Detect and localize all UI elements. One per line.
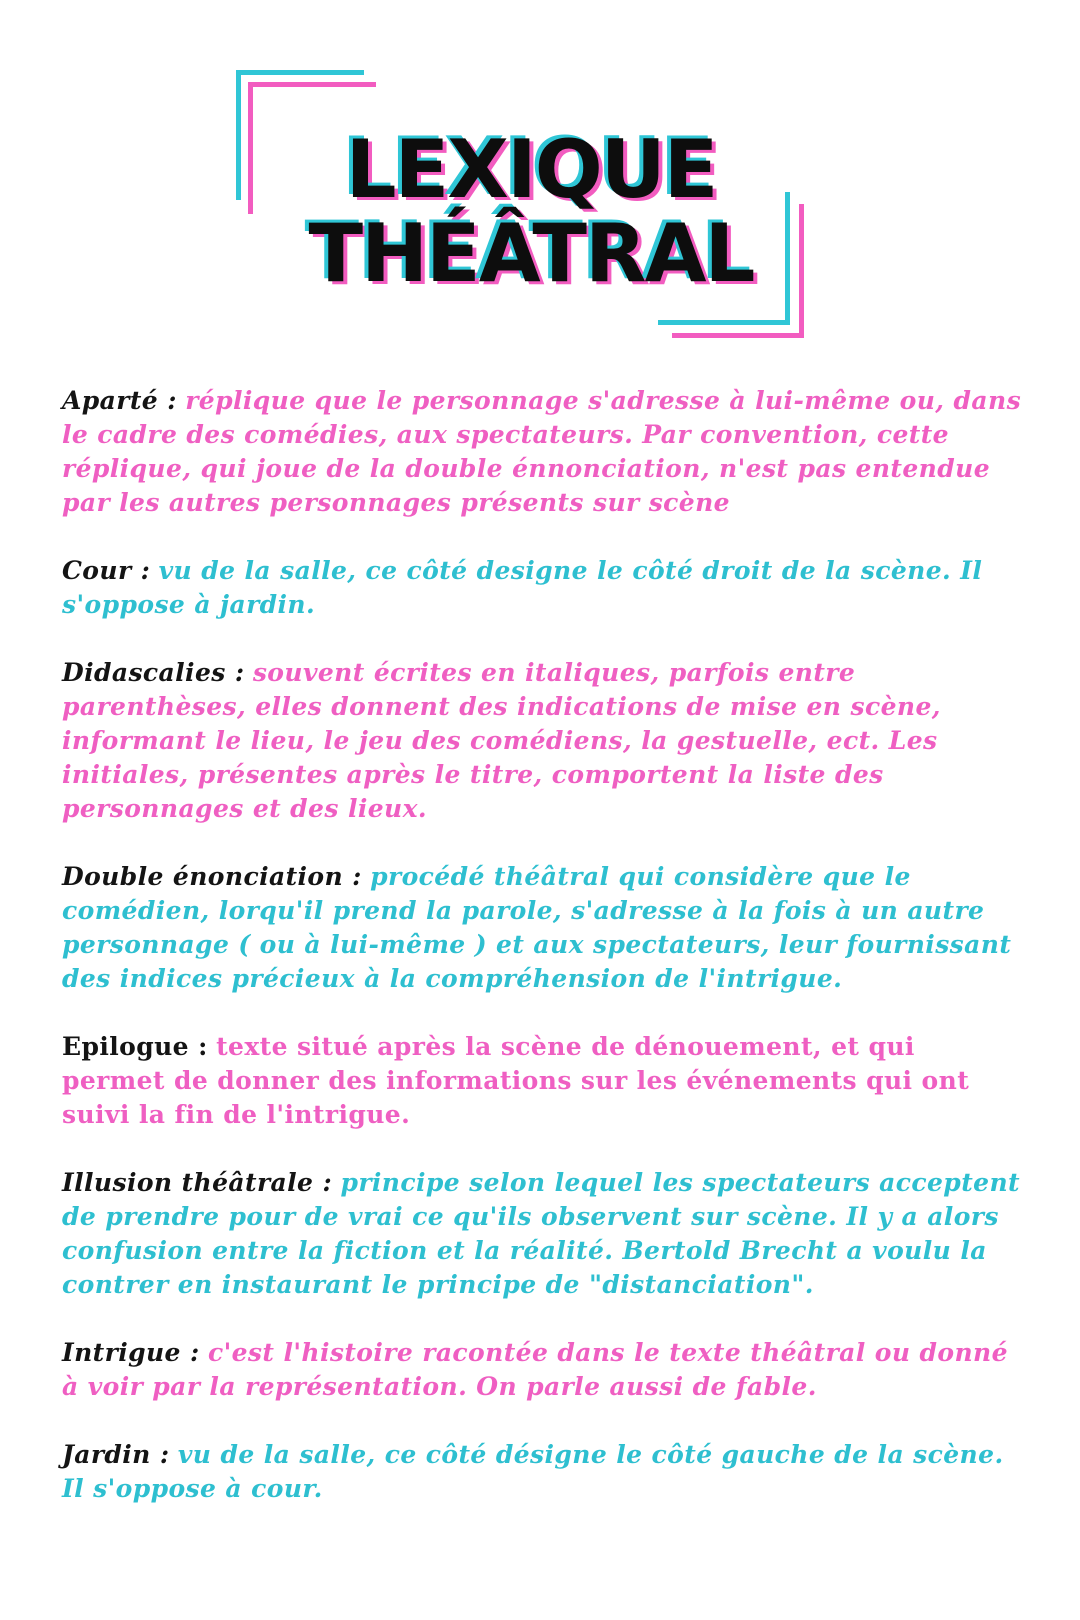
entry-definition: souvent écrites en italiques, parfois entre parenthèses, elles donnent des indications de mise en scène, informant le lieu, le jeu des comédiens, la gestuelle, ect. Les initiales, présentes après le titre, comportent la liste des personnages et des lieux. xyxy=(62,658,941,823)
glossary-entry-double-enonciation xyxy=(62,860,1022,996)
entry-definition: c'est l'histoire racontée dans le texte théâtral ou donné à voir par la représentation. On parle aussi de fable. xyxy=(62,1338,1008,1401)
entry-term: Intrigue : xyxy=(62,1338,200,1367)
glossary-entry-intrigue xyxy=(62,1336,1022,1404)
entry-definition: texte situé après la scène de dénouement, et qui permet de donner des informations sur les événements qui ont suivi la fin de l'intrigue. xyxy=(62,1032,970,1129)
frame-bottom-right-pink-horizontal xyxy=(672,333,804,338)
glossary-entry-didascalies xyxy=(62,656,1022,826)
glossary-entry-epilogue xyxy=(62,1030,1022,1132)
glossary-list xyxy=(62,384,1022,1540)
entry-definition: vu de la salle, ce côté designe le côté droit de la scène. Il s'oppose à jardin. xyxy=(62,556,983,619)
glossary-entry-aparte xyxy=(62,384,1022,520)
glossary-entry-cour xyxy=(62,554,1022,622)
entry-definition: vu de la salle, ce côté désigne le côté gauche de la scène. Il s'oppose à cour. xyxy=(62,1440,1004,1503)
glossary-entry-illusion-theatrale xyxy=(62,1166,1022,1302)
page-title xyxy=(236,123,826,300)
entry-term: Illusion théâtrale : xyxy=(62,1168,333,1197)
entry-term: Jardin : xyxy=(62,1440,170,1469)
entry-definition: réplique que le personnage s'adresse à lui-même ou, dans le cadre des comédies, aux spectateurs. Par convention, cette réplique, qui joue de la double énnonciation, n'est pas entendue par les autres personnages présents sur scène xyxy=(62,386,1022,517)
entry-term: Aparté : xyxy=(62,386,177,415)
entry-definition: principe selon lequel les spectateurs acceptent de prendre pour de vrai ce qu'ils observent sur scène. Il y a alors confusion entre la fiction et la réalité. Bertold Brecht a voulu la contrer en instaurant le principe de "distanciation". xyxy=(62,1168,1020,1299)
frame-top-left-cyan-horizontal xyxy=(236,70,364,75)
entry-term: Epilogue : xyxy=(62,1032,208,1061)
title-block xyxy=(236,70,826,350)
glossary-entry-jardin xyxy=(62,1438,1022,1506)
entry-definition: procédé théâtral qui considère que le comédien, lorqu'il prend la parole, s'adresse à la fois à un autre personnage ( ou à lui-même ) et aux spectateurs, leur fournissant des indices précieux à la compréhension de l'intrigue. xyxy=(62,862,1012,993)
frame-top-left-pink-horizontal xyxy=(248,82,376,87)
title-line-2: THÉÂTRAL xyxy=(308,207,754,300)
title-line-1: LEXIQUE xyxy=(345,123,717,216)
entry-term: Didascalies : xyxy=(62,658,245,687)
entry-term: Cour : xyxy=(62,556,151,585)
frame-bottom-right-cyan-horizontal xyxy=(658,320,790,325)
entry-term: Double énonciation : xyxy=(62,862,362,891)
